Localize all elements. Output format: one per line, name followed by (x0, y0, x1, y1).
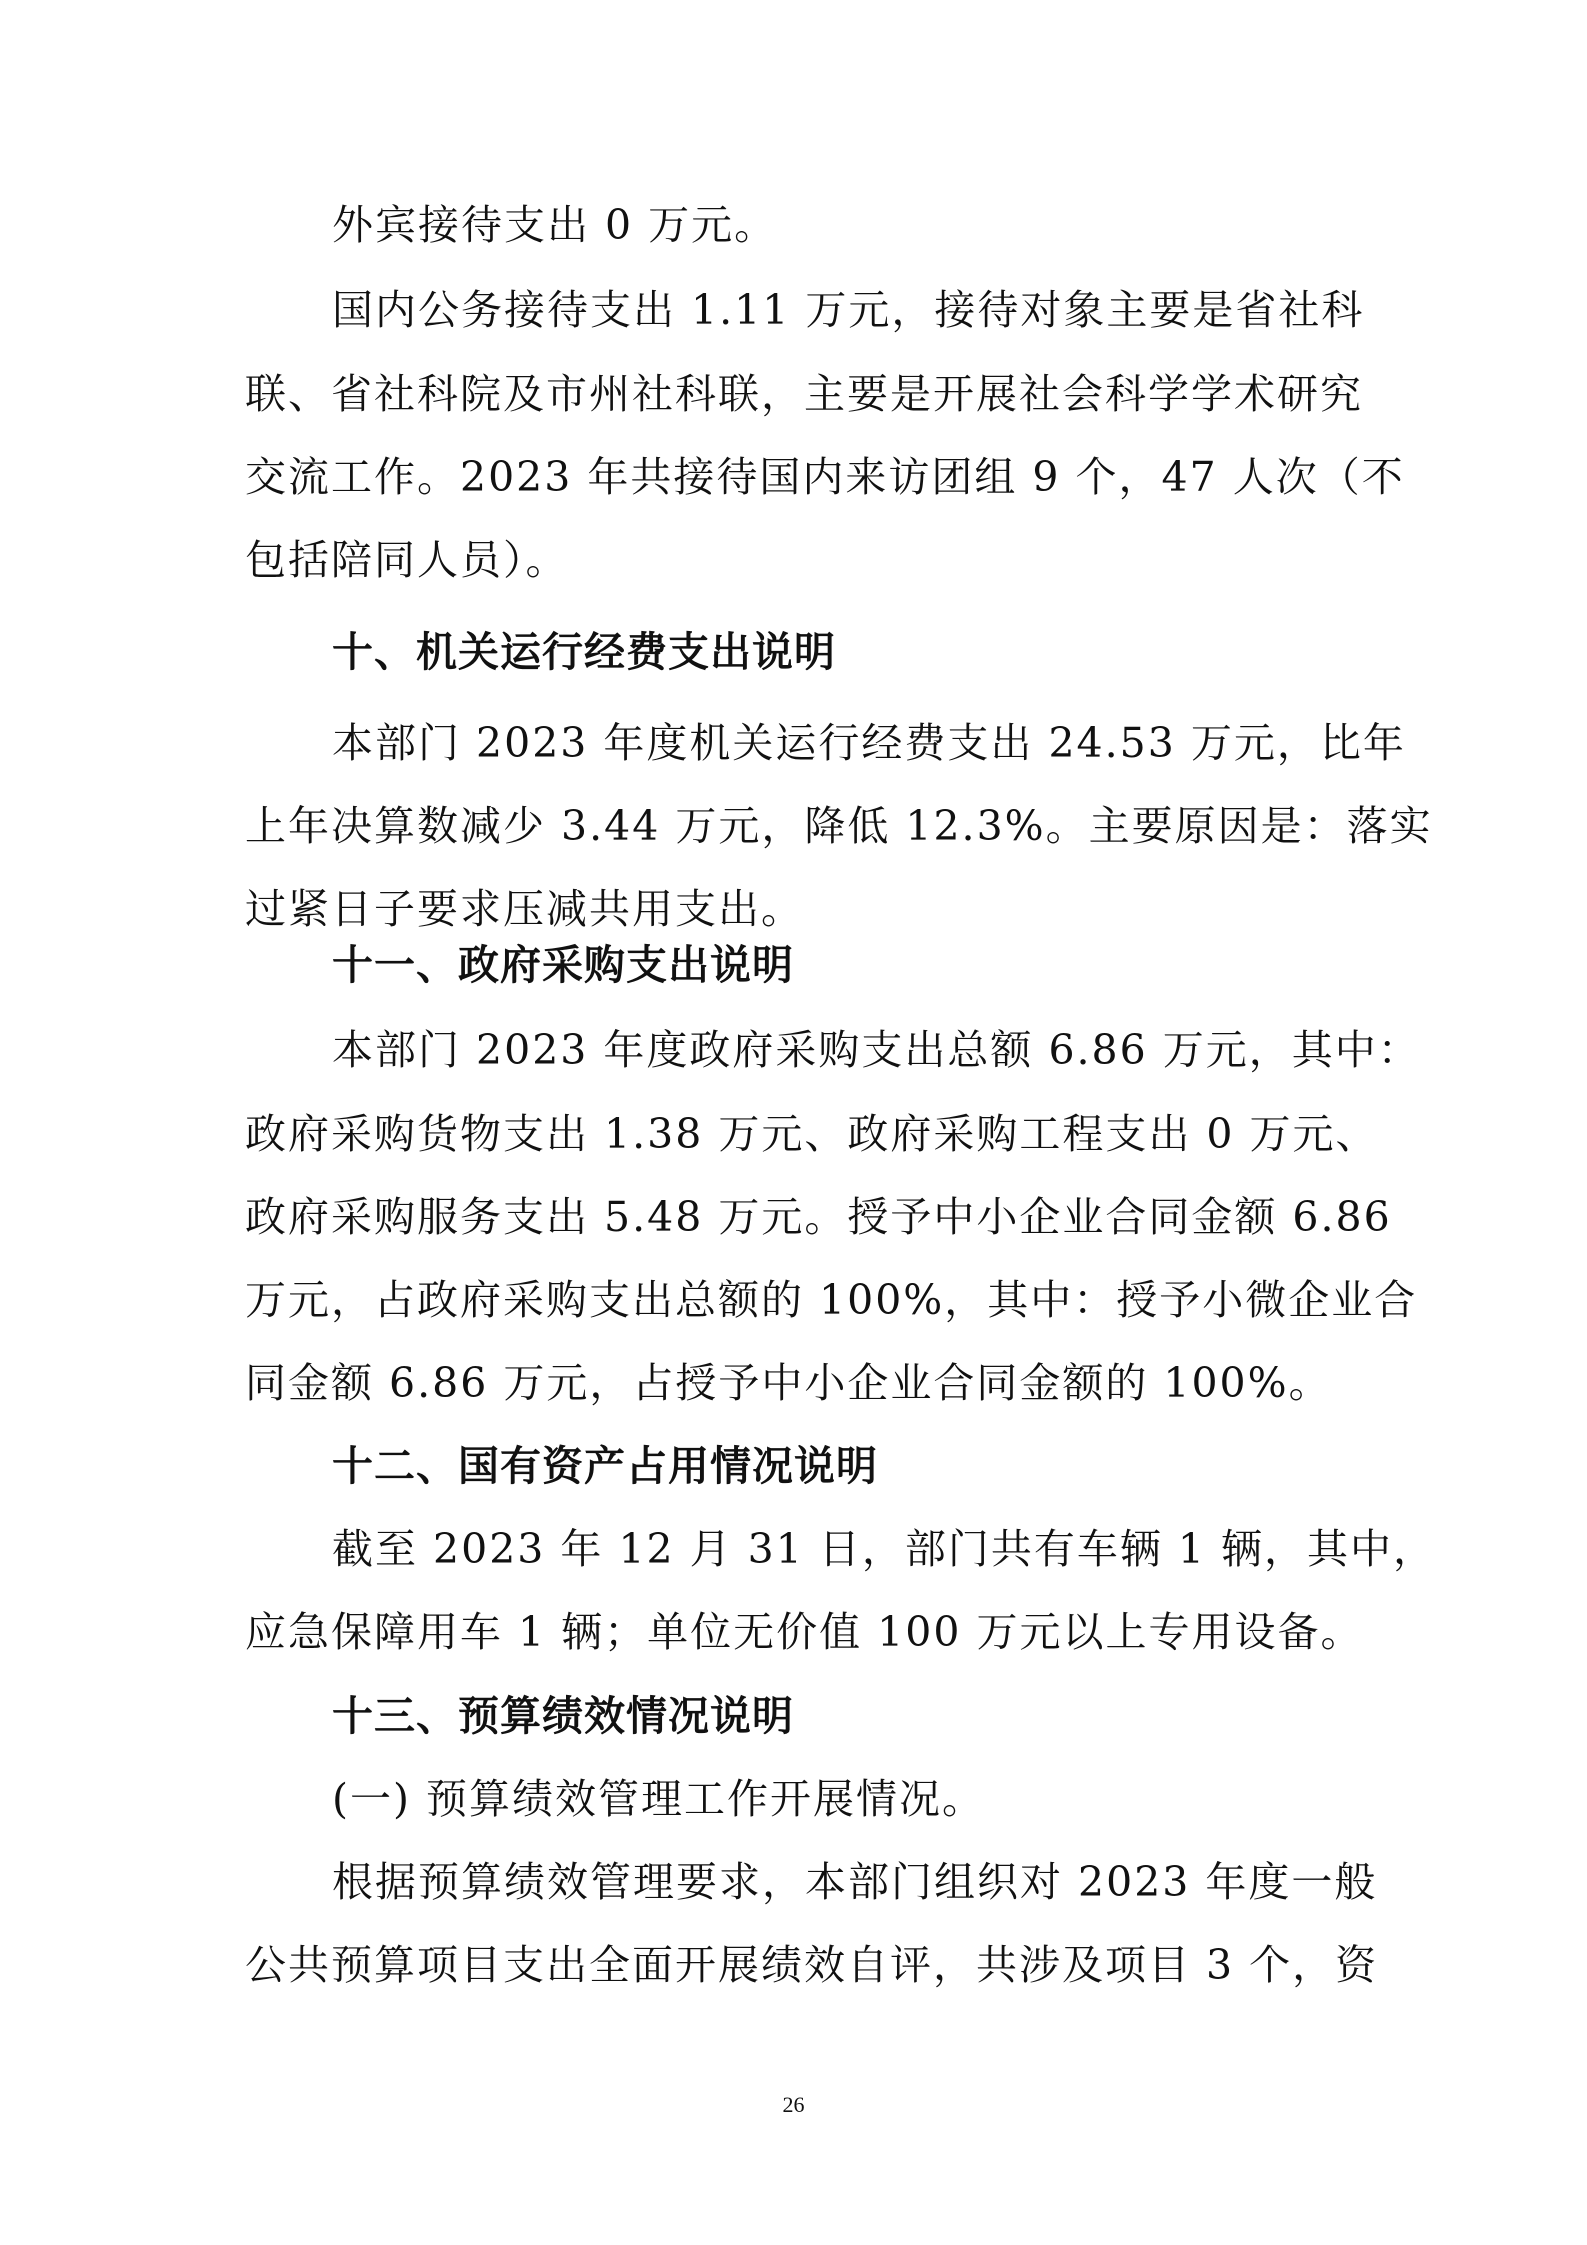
paragraph-line: 截至 2023 年 12 月 31 日，部门共有车辆 1 辆，其中， (332, 1525, 1437, 1573)
subsection-heading: (一) 预算绩效管理工作开展情况。 (332, 1775, 986, 1823)
paragraph-line: 公共预算项目支出全面开展绩效自评，共涉及项目 3 个，资 (245, 1941, 1379, 1989)
section-heading: 十二、国有资产占用情况说明 (332, 1442, 878, 1490)
paragraph-line: 上年决算数减少 3.44 万元，降低 12.3%。主要原因是：落实 (245, 802, 1433, 850)
paragraph-line: 本部门 2023 年度政府采购支出总额 6.86 万元，其中： (332, 1026, 1421, 1074)
paragraph-line: 过紧日子要求压减共用支出。 (245, 885, 804, 933)
paragraph-line: 国内公务接待支出 1.11 万元，接待对象主要是省社科 (332, 286, 1365, 334)
paragraph-line: 应急保障用车 1 辆；单位无价值 100 万元以上专用设备。 (245, 1608, 1364, 1656)
page-number: 26 (782, 2092, 805, 2117)
paragraph-line: 政府采购货物支出 1.38 万元、政府采购工程支出 0 万元、 (245, 1110, 1379, 1158)
paragraph-line: 政府采购服务支出 5.48 万元。授予中小企业合同金额 6.86 (245, 1193, 1392, 1241)
paragraph-line: 本部门 2023 年度机关运行经费支出 24.53 万元，比年 (332, 719, 1406, 767)
paragraph-line: 万元，占政府采购支出总额的 100%，其中：授予小微企业合 (245, 1276, 1418, 1324)
paragraph-line: 同金额 6.86 万元，占授予中小企业合同金额的 100%。 (245, 1359, 1332, 1407)
paragraph-line: 根据预算绩效管理要求，本部门组织对 2023 年度一般 (332, 1858, 1378, 1906)
paragraph-line: 包括陪同人员）。 (245, 536, 569, 584)
section-heading: 十一、政府采购支出说明 (332, 941, 794, 989)
paragraph-line: 外宾接待支出 0 万元。 (332, 201, 778, 249)
paragraph-line: 联、省社科院及市州社科联，主要是开展社会科学学术研究 (245, 370, 1363, 418)
section-heading: 十、机关运行经费支出说明 (332, 628, 836, 676)
section-heading: 十三、预算绩效情况说明 (332, 1692, 794, 1740)
paragraph-line: 交流工作。2023 年共接待国内来访团组 9 个，47 人次（不 (245, 453, 1405, 501)
